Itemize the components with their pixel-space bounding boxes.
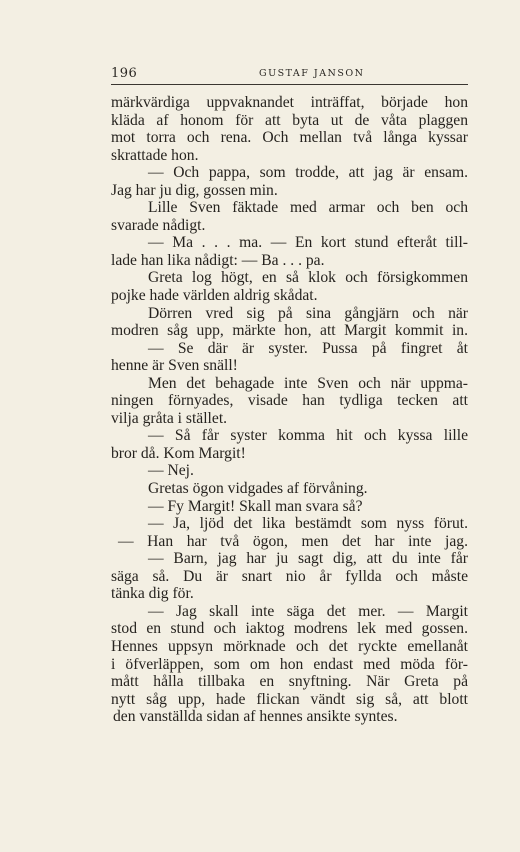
text-line: svarade nådigt. [111, 216, 206, 234]
text-line: lade han lika nådigt: — Ba . . . pa. [111, 251, 325, 269]
text-line: henne är Sven snäll! [111, 357, 238, 375]
text-line: — Fy Margit! Skall man svara så? [148, 497, 363, 515]
text-line: Gretas ögon vidgades af förvåning. [148, 480, 368, 498]
text-line: — Ma . . . ma. — En kort stund efteråt till- [148, 234, 468, 252]
text-line: ningen förnyades, visade han tydliga tecken att [111, 392, 468, 410]
page-header [111, 66, 468, 82]
text-line: Jag har ju dig, gossen min. [111, 181, 278, 199]
text-line: Men det behagade inte Sven och när uppma- [148, 374, 468, 392]
text-line: bror då. Kom Margit! [111, 444, 246, 462]
text-line: stod en stund och iaktog modrens lek med gossen. [111, 620, 468, 638]
text-line: mot torra och rena. Och mellan två långa kyssar [111, 129, 468, 147]
text-line: mått hålla tillbaka en snyftning. När Greta på [111, 673, 468, 691]
text-line: — Barn, jag har ju sagt dig, att du inte får [148, 550, 468, 568]
text-line: den vanställda sidan af hennes ansikte syntes. [113, 708, 398, 726]
text-line: tänka dig för. [111, 585, 194, 603]
text-line: Lille Sven fäktade med armar och ben och [148, 199, 468, 217]
text-line: — Nej. [148, 462, 194, 480]
text-line: pojke hade världen aldrig skådat. [111, 287, 318, 305]
text-line: Greta log högt, en så klok och försigkommen [148, 269, 468, 287]
text-line: — Och pappa, som trodde, att jag är ensam. [148, 164, 468, 182]
text-line: — Se där är syster. Pussa på fingret åt [148, 339, 468, 357]
text-line: modren såg upp, märkte hon, att Margit kommit in. [111, 322, 468, 340]
text-line: kläda af honom för att byta ut de våta plaggen [111, 111, 468, 129]
running-head: GUSTAF JANSON [259, 68, 365, 79]
text-line: Hennes uppsyn mörknade och det ryckte emellanåt [111, 637, 468, 655]
text-line: säga så. Du är snart nio år fyllda och måste [111, 567, 468, 585]
text-line: märkvärdiga uppvaknandet inträffat, började hon [111, 94, 468, 111]
header-rule [111, 84, 468, 85]
text-line: skrattade hon. [111, 146, 199, 164]
text-line: vilja gråta i stället. [111, 409, 228, 427]
text-line: nytt såg upp, hade flickan vändt sig så, att blott [111, 690, 468, 708]
text-line: — Jag skall inte säga det mer. — Margit [148, 602, 468, 620]
text-line: — Han har två ögon, men det har inte jag. [118, 532, 468, 550]
text-line: — Så får syster komma hit och kyssa lille [148, 427, 468, 445]
page-number: 196 [111, 66, 138, 81]
body-text [111, 94, 468, 726]
text-line: Dörren vred sig på sina gångjärn och när [148, 304, 468, 322]
text-line: — Ja, ljöd det lika bestämdt som nyss förut. [148, 515, 468, 533]
text-line: i öfverläppen, som om hon endast med möda för- [111, 655, 468, 673]
